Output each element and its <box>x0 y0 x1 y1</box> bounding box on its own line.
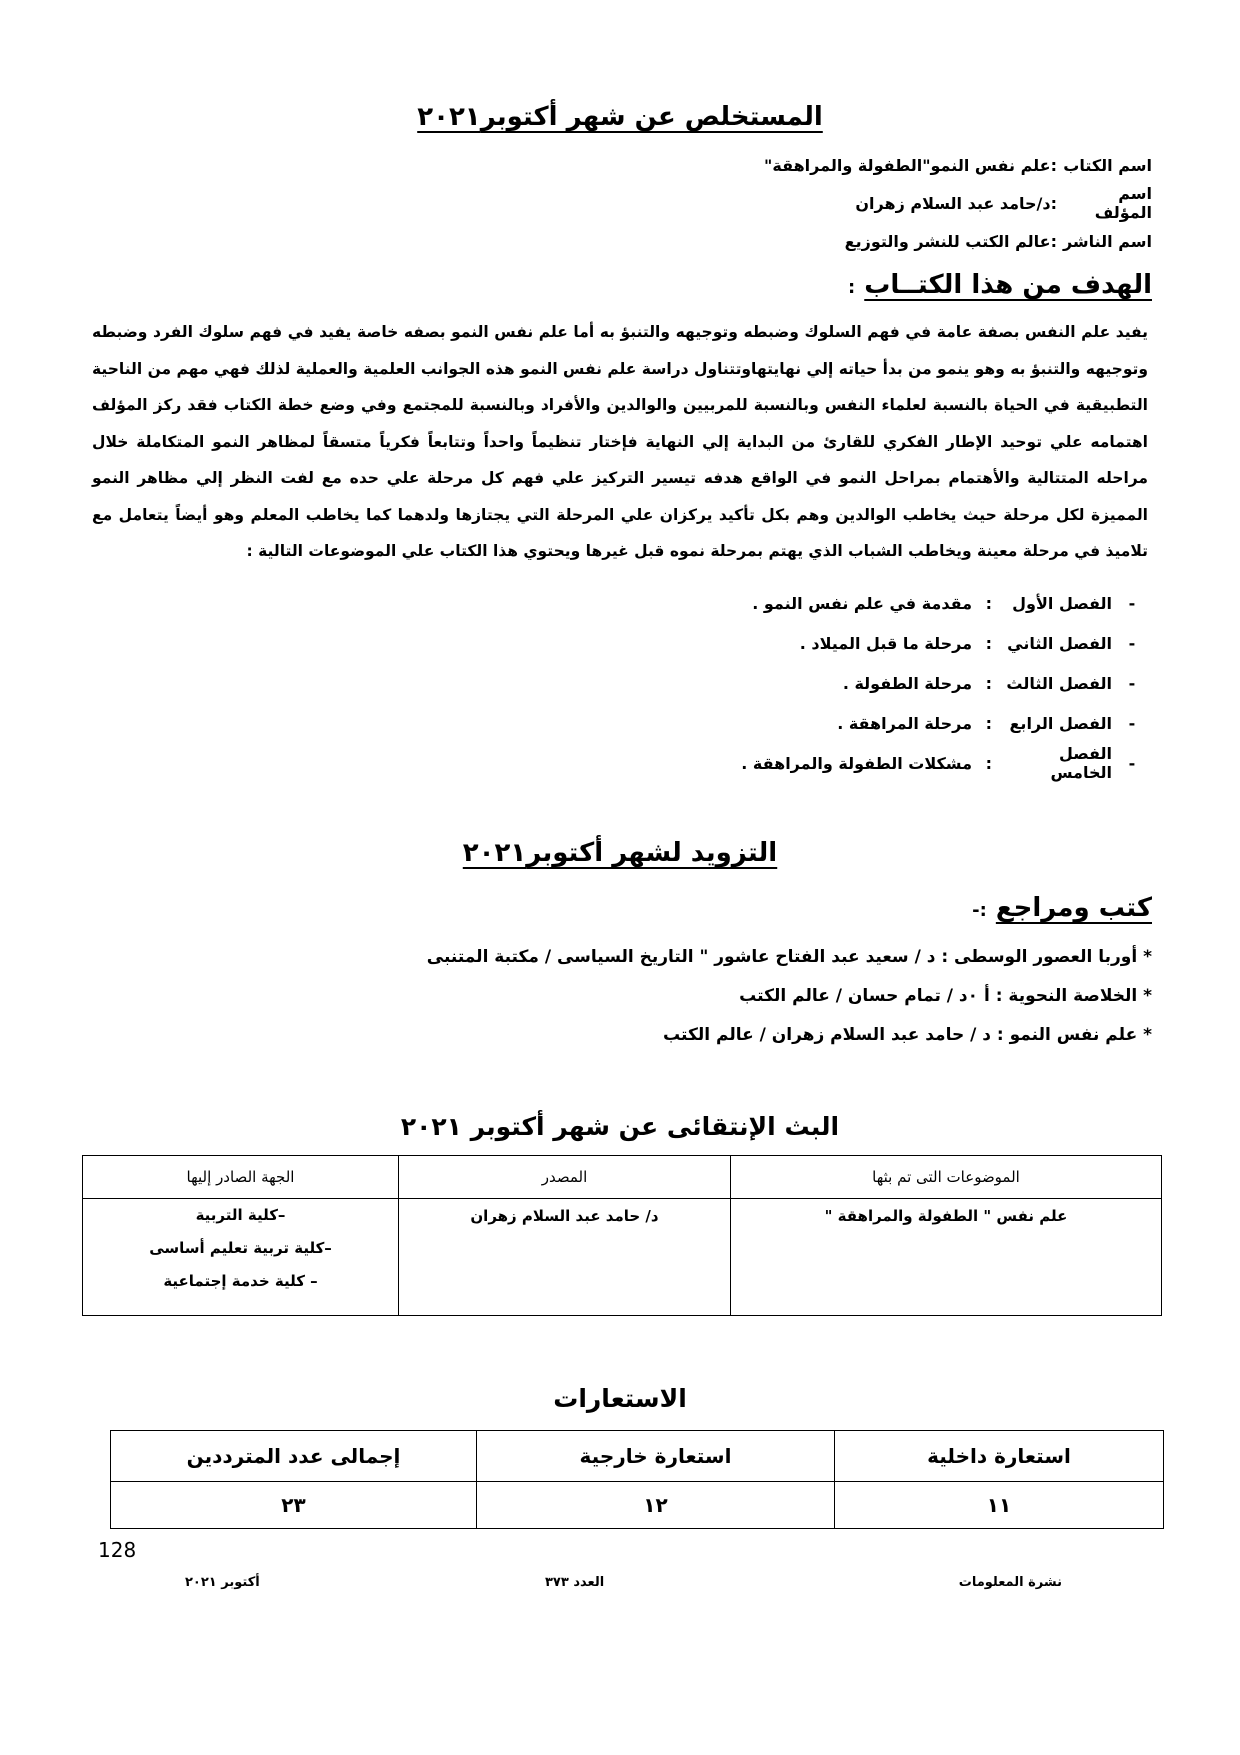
chapter-list <box>741 583 1152 783</box>
recipient-item: – كلية خدمة إجتماعية <box>163 1272 318 1290</box>
chapter-bullet: - <box>1128 593 1136 613</box>
chapter-sep: : <box>985 593 992 613</box>
author-label: اسم المؤلف <box>1094 184 1152 222</box>
table-header: استعارة خارجية <box>477 1431 835 1482</box>
goal-heading <box>848 270 1152 300</box>
broadcast-topic: علم نفس " الطفولة والمراهقة " <box>731 1199 1162 1316</box>
chapter-item <box>741 703 1152 743</box>
broadcast-table <box>82 1155 1162 1316</box>
loans-title: الاستعارات <box>553 1384 687 1413</box>
books-heading <box>972 893 1152 923</box>
reference-item: * الخلاصة النحوية : أ ٠د / تمام حسان / عالم الكتب <box>739 986 1152 1006</box>
internal-loans-value: ١١ <box>835 1482 1164 1529</box>
chapter-topic: مرحلة الطفولة . <box>842 673 972 693</box>
publisher-label: اسم الناشر <box>1062 231 1152 251</box>
footer-bulletin: نشرة المعلومات <box>958 1575 1062 1590</box>
chapter-topic: مرحلة ما قبل الميلاد . <box>799 633 972 653</box>
goal-heading-text: الهدف من هذا الكتــاب <box>864 270 1152 300</box>
table-header: الموضوعات التى تم بثها <box>731 1156 1162 1199</box>
books-heading-text: كتب ومراجع <box>995 893 1152 923</box>
chapter-topic: مشكلات الطفولة والمراهقة . <box>741 753 972 773</box>
chapter-name: الفصل الرابع <box>1009 713 1112 733</box>
publisher-value: :عالم الكتب للنشر والتوزيع <box>844 231 1057 251</box>
table-row <box>83 1199 1162 1316</box>
external-loans-value: ١٢ <box>477 1482 835 1529</box>
summary-paragraph: يفيد علم النفس بصفة عامة في فهم السلوك وضبطه وتوجيهه والتنبؤ به أما علم نفس النمو بصفه خاصة يفيد في فهم سلوك الفرد وضبطه وتوجيهه والتنبؤ به وهو ينمو من بدأ حياته إلي نهايتهاوتتناول دراسة علم نفس النمو هذه الجوانب العلمية والعملية لذلك فهي مهم من الناحية التطبيقية في الحياة بالنسبة لعلماء النفس وبالنسبة للمربيين والوالدين والأفراد وبالنسبة للمجتمع وفي وضع خطة الكتاب فقد ركز المؤلف اهتمامه علي توحيد الإطار الفكري للقارئ من البداية إلي النهاية فإختار تنظيماً واحداً وتتابعاً فكرياً متسقاً لمظاهر النمو المتكاملة خلال مراحله المتتالية والأهتمام بمراحل النمو في الواقع هدفه تيسير التركيز علي فهم كل مرحلة علي حده مع لفت النظر إلي مظاهر النمو المميزة لكل مرحلة حيث يخاطب الوالدين وهم بكل تأكيد يركزان علي المرحلة التي يجتازها ولدهما كما يخاطب المعلم وهو أيضاً يتعامل مع تلاميذ في مرحلة معينة ويخاطب الشباب الذي يهتم بمرحلة نموه قبل غيرها ويحتوي هذا الكتاب علي الموضوعات التالية : <box>92 323 1148 560</box>
chapter-item <box>741 623 1152 663</box>
book-value: :علم نفس النمو"الطفولة والمراهقة" <box>764 155 1057 175</box>
broadcast-recipients <box>83 1199 399 1316</box>
table-header: استعارة داخلية <box>835 1431 1164 1482</box>
table-header: المصدر <box>399 1156 731 1199</box>
books-heading-tail: :- <box>972 900 987 921</box>
goal-heading-colon: : <box>847 277 856 298</box>
chapter-sep: : <box>985 673 992 693</box>
book-metadata <box>697 150 1152 256</box>
recipient-item: –كلية التربية <box>195 1206 286 1224</box>
reference-item: * أوربا العصور الوسطى : د / سعيد عبد الفتاح عاشور " التاريخ السياسى / مكتبة المتنبى <box>426 947 1152 967</box>
footer-issue: العدد ٣٧٣ <box>545 1575 605 1590</box>
page-number: 128 <box>98 1538 137 1562</box>
chapter-bullet: - <box>1128 633 1136 653</box>
acquisition-title: التزويد لشهر أكتوبر٢٠٢١ <box>462 838 778 868</box>
chapter-sep: : <box>985 713 992 733</box>
chapter-bullet: - <box>1128 673 1136 693</box>
footer-date: أكتوبر ٢٠٢١ <box>185 1575 260 1590</box>
author-row <box>697 184 1152 222</box>
chapter-item <box>741 663 1152 703</box>
chapter-name: الفصل الثاني <box>1007 633 1112 653</box>
loans-table <box>110 1430 1164 1529</box>
chapter-bullet: - <box>1128 713 1136 733</box>
total-visitors-value: ٢٣ <box>111 1482 477 1529</box>
table-header: الجهة الصادر إليها <box>83 1156 399 1199</box>
chapter-sep: : <box>985 633 992 653</box>
summary-title: المستخلص عن شهر أكتوبر٢٠٢١ <box>417 102 823 132</box>
chapter-name: الفصل الأول <box>1012 593 1112 613</box>
broadcast-title: البث الإنتقائى عن شهر أكتوبر ٢٠٢١ <box>400 1112 840 1141</box>
table-row <box>111 1482 1164 1529</box>
book-label: اسم الكتاب <box>1063 155 1152 175</box>
table-header-row <box>83 1156 1162 1199</box>
reference-item: * علم نفس النمو : د / حامد عبد السلام زهران / عالم الكتب <box>663 1025 1152 1045</box>
chapter-name: الفصل الخامس <box>1050 744 1112 782</box>
table-header: إجمالى عدد المترددين <box>111 1431 477 1482</box>
chapter-sep: : <box>985 753 992 773</box>
chapter-topic: مقدمة في علم نفس النمو . <box>752 593 972 613</box>
table-header-row <box>111 1431 1164 1482</box>
publisher-row <box>697 226 1152 256</box>
chapter-name: الفصل الثالث <box>1006 673 1112 693</box>
book-row <box>697 150 1152 180</box>
recipient-item: –كلية تربية تعليم أساسى <box>149 1239 332 1257</box>
broadcast-source: د/ حامد عبد السلام زهران <box>399 1199 731 1316</box>
reference-list <box>427 938 1152 1055</box>
chapter-bullet: - <box>1128 753 1136 773</box>
chapter-topic: مرحلة المراهقة . <box>837 713 972 733</box>
author-value: :د/حامد عبد السلام زهران <box>855 193 1057 213</box>
chapter-item <box>741 743 1152 783</box>
chapter-item <box>741 583 1152 623</box>
